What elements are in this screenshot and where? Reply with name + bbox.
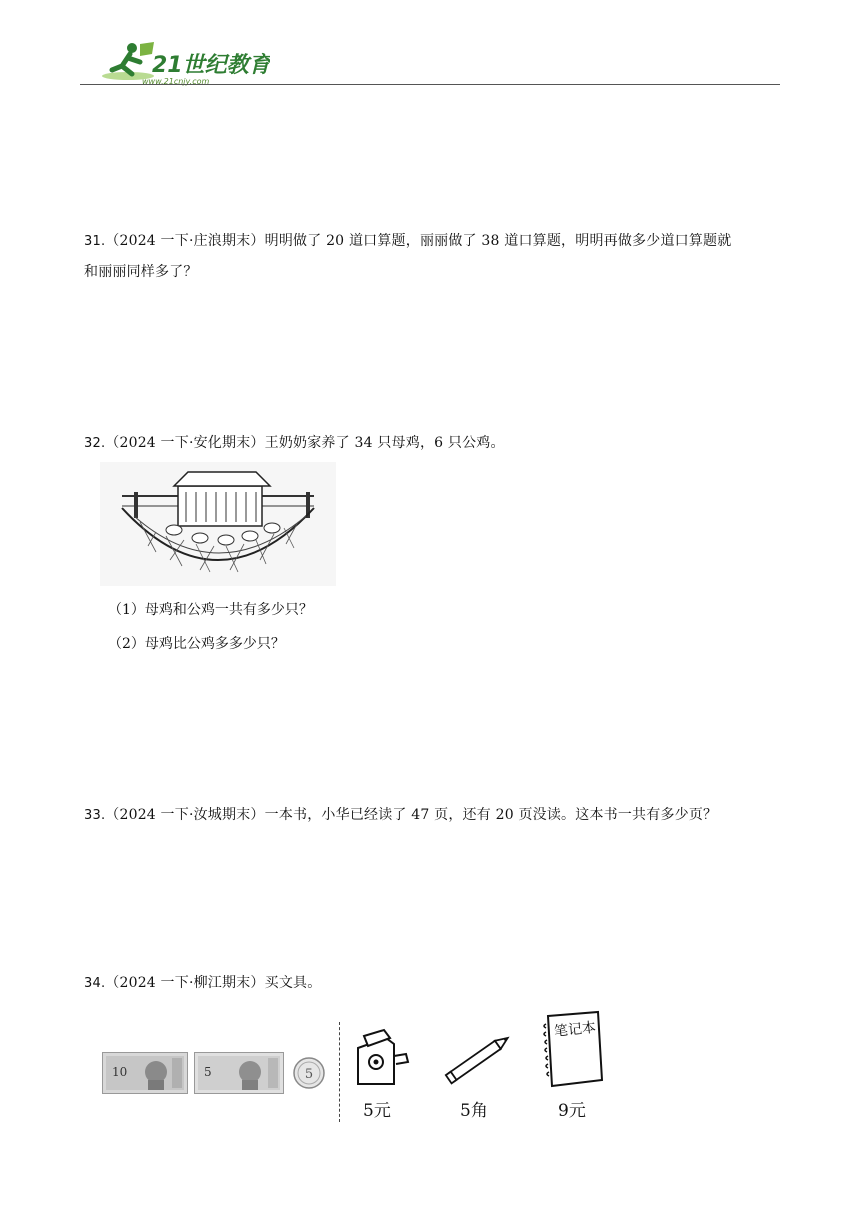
question-32 bbox=[84, 428, 774, 459]
svg-text:5: 5 bbox=[204, 1065, 212, 1079]
sub-question-2: （2）母鸡比公鸡多多少只？ bbox=[108, 636, 285, 652]
question-text: 和丽丽同样多了？ bbox=[84, 264, 198, 280]
pencil-icon bbox=[440, 1030, 518, 1090]
notebook-icon bbox=[538, 1010, 608, 1092]
coin-5-icon bbox=[292, 1056, 326, 1094]
pencil-sharpener-icon bbox=[350, 1026, 412, 1092]
sub-question-1: （1）母鸡和公鸡一共有多少只？ bbox=[108, 602, 313, 618]
question-text: 王奶奶家养了 34 只母鸡，6 只公鸡。 bbox=[264, 435, 505, 451]
question-33 bbox=[84, 800, 774, 831]
site-logo bbox=[100, 40, 270, 86]
question-34 bbox=[84, 968, 774, 999]
question-source: （2024 一下·柳江期末） bbox=[105, 975, 265, 991]
question-source: （2024 一下·汝城期末） bbox=[105, 807, 265, 823]
svg-text:10: 10 bbox=[112, 1065, 128, 1079]
banknote-5-icon bbox=[194, 1052, 284, 1098]
chicken-coop-image bbox=[100, 462, 336, 590]
question-number: 34. bbox=[84, 976, 106, 991]
svg-text:笔记本: 笔记本 bbox=[553, 1019, 597, 1041]
question-number: 31. bbox=[84, 234, 106, 249]
item-price: 5元 bbox=[363, 1101, 391, 1121]
svg-text:21世纪教育: 21世纪教育 bbox=[152, 53, 270, 78]
question-number: 32. bbox=[84, 436, 106, 451]
question-text: 一本书，小华已经读了 47 页，还有 20 页没读。这本书一共有多少页？ bbox=[264, 807, 718, 823]
question-number: 33. bbox=[84, 808, 106, 823]
question-text: 明明做了 20 道口算题，丽丽做了 38 道口算题，明明再做多少道口算题就 bbox=[264, 233, 732, 249]
runner-icon bbox=[102, 42, 154, 80]
svg-text:www.21cnjy.com: www.21cnjy.com bbox=[142, 77, 210, 86]
question-source: （2024 一下·庄浪期末） bbox=[105, 233, 265, 249]
question-source: （2024 一下·安化期末） bbox=[105, 435, 265, 451]
question-text: 买文具。 bbox=[264, 975, 322, 991]
item-price: 9元 bbox=[558, 1101, 586, 1121]
question-31 bbox=[84, 226, 774, 287]
item-price: 5角 bbox=[460, 1101, 488, 1121]
banknote-10-icon bbox=[102, 1052, 188, 1098]
header-rule bbox=[80, 84, 780, 85]
svg-text:5: 5 bbox=[304, 1067, 314, 1082]
dashed-divider bbox=[339, 1022, 340, 1122]
